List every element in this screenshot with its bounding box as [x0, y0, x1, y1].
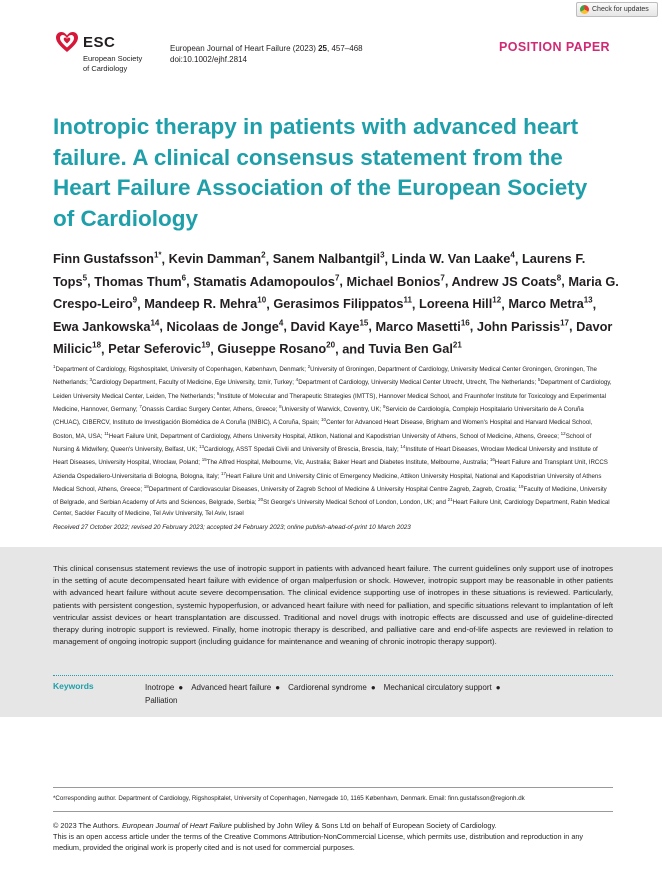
author-affiliation-sup: 19 — [201, 340, 211, 350]
keywords-list — [145, 681, 585, 707]
affiliations — [53, 362, 613, 519]
author[interactable] — [369, 341, 462, 356]
author[interactable] — [94, 274, 186, 289]
affiliation-text: Cardiology, ASST Spedali Civili and University of Brescia, Brescia, Italy; — [204, 446, 401, 454]
author-name: Loreena Hill — [419, 296, 493, 312]
logo-line-2: of Cardiology — [83, 64, 128, 73]
heart-logo-icon — [55, 31, 79, 53]
affiliation-text: University of Warwick, Coventry, UK; — [281, 406, 383, 414]
corresponding-author: *Corresponding author. Department of Cardiology, Rigshospitalet, University of Copenhagen, Nørregade 10, 1165 København, Denmark. Email: finn.gustafsson@regionh.dk — [53, 795, 525, 802]
author[interactable] — [53, 251, 162, 266]
journal-citation — [170, 43, 363, 55]
affiliation-number: 12 — [560, 430, 566, 436]
author-name: Andrew JS Coats — [451, 273, 557, 289]
author-name: Tuvia Ben Gal — [368, 341, 453, 357]
affiliation-number: 5 — [537, 377, 541, 383]
author[interactable] — [166, 319, 283, 334]
author-affiliation-sup: 20 — [326, 340, 336, 350]
author-affiliation-sup: 17 — [560, 318, 569, 328]
doi[interactable]: doi:10.1002/ejhf.2814 — [170, 55, 247, 64]
keyword[interactable]: Inotrope — [145, 683, 175, 692]
affiliation-number: 13 — [198, 444, 204, 450]
author-name: John Parissis — [476, 318, 561, 334]
author[interactable] — [108, 341, 210, 356]
author[interactable] — [193, 274, 339, 289]
affiliation-text: Institute of Molecular and Therapeutic Strategies (IMTTS), Hannover Medical School, and Fraunhofer Institute for Toxicology and Experimental Medicine, Hannover, Germany; — [53, 392, 607, 414]
author-name: Davor Milicic — [53, 318, 613, 357]
check-for-updates-label: Check for updates — [592, 6, 649, 13]
author[interactable] — [392, 251, 515, 266]
author-affiliation-sup: 14 — [150, 318, 160, 328]
footnote-divider — [53, 787, 613, 788]
author[interactable] — [273, 251, 385, 266]
affiliation-number: 17 — [220, 470, 226, 476]
affiliation-text: Heart Failure Unit, Department of Cardiology, Athens University Hospital, Attikon, National and Kapodistrian University of Athens, School of Medicine, Athens, Greece; — [108, 432, 561, 440]
affiliation-text: Heart Failure Unit and University Clinic of Emergency Medicine, Attikon University Hospital, National and Kapodistrian University of Athens Medical School, Athens, Greece; — [53, 472, 602, 494]
author-name: Laurens F. Tops — [53, 251, 586, 289]
author-affiliation-sup: 18 — [92, 340, 102, 350]
affiliation-number: 10 — [321, 417, 327, 423]
license-text: This is an open access article under the terms of the Creative Commons Attribution-NonCommercial License, which permits use, distribution and reproduction in any medium, provided the original work is properly cited and is not used for commercial purposes. — [53, 832, 584, 853]
author[interactable] — [508, 296, 592, 311]
affiliation-text: Heart Failure and Transplant Unit, IRCCS Azienda Ospedaliero-Universitaria di Bologna, Bologna, Italy; — [53, 459, 608, 480]
affiliation-text: The Alfred Hospital, Melbourne, Vic, Australia; Baker Heart and Diabetes Institute, Melbourne, Australia; — [206, 459, 490, 467]
copyright-notice — [53, 820, 613, 854]
check-for-updates-button[interactable] — [576, 2, 658, 17]
affiliation-text: Center for Advanced Heart Disease, Brigham and Women's Hospital and Harvard Medical School, Boston, MA, USA; — [53, 419, 593, 440]
author-affiliation-sup: 12 — [492, 295, 502, 305]
received-dates: Received 27 October 2022; revised 20 February 2023; accepted 24 February 2023; online publish-ahead-of-print 10 March 2023 — [53, 524, 411, 531]
affiliation-text: Onassis Cardiac Surgery Center, Athens, Greece; — [141, 406, 280, 414]
author-affiliation-sup: 15 — [359, 318, 369, 328]
copyright-pre: © 2023 The Authors. — [53, 821, 122, 830]
keyword[interactable]: Palliation — [145, 696, 178, 705]
keyword[interactable]: Mechanical circulatory support — [383, 683, 492, 692]
affiliation-text: University of Groningen, Department of Cardiology, University Medical Center Groningen, Groningen, The Netherlands; — [53, 366, 597, 387]
copyright-post: published by John Wiley & Sons Ltd on behalf of European Society of Cardiology. — [231, 821, 497, 830]
author-affiliation-sup: 9 — [132, 295, 138, 305]
author-name: Mandeep R. Mehra — [144, 296, 258, 312]
author-name: Gerasimos Filippatos — [273, 296, 404, 312]
author[interactable] — [452, 274, 562, 289]
author[interactable] — [217, 341, 335, 356]
author-name: Nicolaas de Jonge — [166, 318, 279, 334]
author[interactable] — [290, 319, 368, 334]
author[interactable] — [273, 296, 412, 311]
author-affiliation-sup: 3 — [380, 251, 385, 260]
author-name: Ewa Jankowska — [53, 318, 151, 334]
author-name: Sanem Nalbantgil — [272, 251, 381, 267]
author-name: Giuseppe Rosano — [217, 341, 327, 357]
author-affiliation-sup: 7 — [440, 273, 445, 283]
crossmark-icon — [580, 5, 589, 14]
author-name: Stamatis Adamopoulos — [193, 273, 335, 289]
keyword[interactable]: Advanced heart failure — [191, 683, 272, 692]
journal-volume: 25 — [318, 44, 327, 53]
esc-logo — [55, 31, 160, 77]
author-affiliation-sup: 6 — [181, 273, 187, 283]
affiliation-number: 6 — [216, 390, 220, 396]
affiliation-number: 9 — [382, 404, 386, 410]
affiliation-number: 14 — [400, 444, 406, 450]
keywords-label: Keywords — [53, 681, 94, 691]
keyword-bullet-icon: ● — [178, 683, 184, 692]
author-name: Maria G. Crespo-Leiro — [53, 273, 619, 312]
author-affiliation-sup: 16 — [460, 318, 470, 328]
author[interactable] — [375, 319, 469, 334]
keyword[interactable]: Cardiorenal syndrome — [288, 683, 367, 692]
author-name: Michael Bonios — [346, 273, 441, 289]
author-affiliation-sup: 10 — [257, 295, 267, 305]
affiliation-number: 7 — [139, 404, 142, 410]
author[interactable] — [144, 296, 266, 311]
keyword-bullet-icon: ● — [275, 683, 281, 692]
author-affiliation-sup: 7 — [334, 273, 340, 283]
author-affiliation-sup: 4 — [278, 318, 284, 328]
affiliation-text: St George's University Medical School of London, London, UK; and — [263, 499, 448, 507]
journal-name: European Journal of Heart Failure (2023) — [170, 44, 319, 53]
paper-type-label: POSITION PAPER — [499, 40, 610, 54]
author-name: Marco Metra — [508, 296, 584, 312]
copyright-journal: European Journal of Heart Failure — [121, 821, 232, 830]
affiliation-number: 21 — [447, 497, 453, 503]
affiliation-text: Servicio de Cardiología, Complejo Hospitalario Universitario de A Coruña (CHUAC), CIBERCV, Instituto de Investigación Biomédica de A Coruña (INIBIC), A Coruña, Spain; — [53, 406, 584, 427]
affiliation-number: 3 — [89, 377, 93, 383]
author[interactable] — [53, 319, 159, 334]
author-list: Finn Gustafsson$^{1*}$, Kevin Damman$^2$, Sanem Nalbantgil$^3$, Linda W. Van Laake$^4$, Laurens F. Tops$^5$, Thomas Thum$^6$, Stamatis Adamopoulos$^7$, Michael Bonios$^7$, Andrew JS Coats$^8$, Maria G. Crespo-Leiro$^9$, Mandeep R. Mehra$^{10}$, Gerasimos Filippatos$^{11}$, Loreena Hill$^{12}$, Marco Metra$^{13}$, Ewa Jankowska$^{14}$, Nicolaas de Jonge$^4$, David Kaye$^{15}$, Marco Masetti$^{16}$, John Parissis$^{17}$, Davor Milicic$^{18}$, Petar Seferovic$^{19}$, Giuseppe Rosano$^{20}$, and Tuvia Ben Gal$^{21}$ — [53, 251, 619, 357]
affiliation-text: Department of Cardiology, Rigshospitalet, University of Copenhagen, København, Denmark; — [55, 366, 308, 374]
author-name: Finn Gustafsson — [53, 251, 154, 267]
keywords-divider — [53, 675, 613, 676]
author[interactable] — [477, 319, 569, 334]
author[interactable] — [419, 296, 501, 311]
author-name: Linda W. Van Laake — [391, 251, 511, 267]
author-name: Petar Seferovic — [108, 341, 202, 357]
affiliation-text: Department of Cardiology, University Medical Center Utrecht, Utrecht, The Netherlands; — [298, 379, 538, 387]
author-name: Kevin Damman — [168, 251, 262, 267]
author[interactable] — [347, 274, 445, 289]
affiliation-text: Heart Failure Unit, Cardiology Department, Rabin Medical Center, Sackler Faculty of Medicine, Tel Aviv University, Tel Aviv, Israel — [53, 499, 610, 517]
affiliation-text: Department of Cardiology, Leiden University Medical Center, Leiden, The Netherlands; — [53, 379, 612, 400]
logo-line-1: European Society — [83, 54, 143, 63]
affiliation-text: Cardiology Department, Faculty of Medicine, Ege University, Izmir, Turkey; — [92, 379, 296, 387]
author-affiliation-sup: 2 — [261, 251, 266, 260]
affiliation-number: 4 — [295, 377, 299, 383]
affiliation-text: Institute of Heart Diseases, Wroclaw Medical University and Institute of Heart Diseases, University Hospital, Wroclaw, Poland; — [53, 446, 598, 467]
affiliation-text: Faculty of Medicine, University of Belgrade, and Serbian Academy of Arts and Sciences, Belgrade, Serbia; — [53, 486, 607, 507]
author-name: Thomas Thum — [94, 273, 182, 289]
author-name: David Kaye — [290, 318, 360, 334]
affiliation-number: 11 — [104, 430, 109, 436]
author-affiliation-sup: 1* — [153, 251, 162, 260]
author-affiliation-sup: 11 — [403, 295, 412, 305]
affiliation-number: 1 — [53, 364, 56, 369]
affiliation-number: 20 — [258, 497, 264, 503]
keyword-bullet-icon: ● — [370, 683, 376, 692]
affiliation-number: 18 — [143, 484, 149, 490]
affiliation-number: 16 — [489, 457, 495, 463]
keyword-bullet-icon: ● — [495, 683, 501, 692]
author-affiliation-sup: 21 — [452, 340, 462, 350]
author[interactable] — [169, 251, 266, 266]
author-affiliation-sup: 13 — [583, 295, 593, 305]
author-affiliation-sup: 4 — [510, 251, 515, 260]
abstract-box — [0, 547, 662, 717]
author-affiliation-sup: 5 — [82, 273, 88, 283]
author-affiliation-sup: 8 — [556, 273, 562, 283]
abstract-text: This clinical consensus statement reviews the use of inotropic support in patients with advanced heart failure. The current guidelines only support use of inotropes in the setting of acute decompensated heart failure with evidence of organ malperfusion or shock. However, inotropic support may be reasonable in other patients with advanced heart failure without acute severe decompensation. The clinical evidence supporting use of inotropes in these situations is reviewed. Particularly, patients with persistent congestion, systemic hypoperfusion, or advanced heart failure with need for palliation, and specific situations relevant to implantation of left ventricular assist devices or heart transplantation are discussed. Traditional and novel drugs with inotropic effects are discussed and use of guideline-directed therapy during inotropic support is reviewed. Finally, home inotropic therapy is described, and palliative care and end-of-life aspects are reviewed in relation to management of ongoing inotropic support (including guidance for maintenance and weaning of chronic inotropic therapy support). — [53, 564, 613, 647]
article-title: Inotropic therapy in patients with advanced heart failure. A clinical consensus statement from the Heart Failure Association of the European Society of Cardiology — [53, 114, 588, 231]
affiliation-number: 2 — [307, 364, 311, 369]
logo-acronym: ESC — [83, 34, 116, 51]
affiliation-number: 19 — [518, 484, 524, 490]
affiliation-text: Department of Cardiovascular Diseases, University of Zagreb School of Medicine & University Hospital Centre Zagreb, Zagreb, Croatia; — [148, 486, 519, 494]
affiliation-number: 8 — [279, 404, 282, 410]
copyright-divider — [53, 811, 613, 812]
journal-pages: , 457–468 — [327, 44, 363, 53]
affiliation-number: 15 — [201, 457, 207, 463]
affiliation-text: School of Nursing & Midwifery, Queen's University, Belfast, UK; — [53, 432, 592, 454]
author-name: Marco Masetti — [375, 318, 461, 334]
